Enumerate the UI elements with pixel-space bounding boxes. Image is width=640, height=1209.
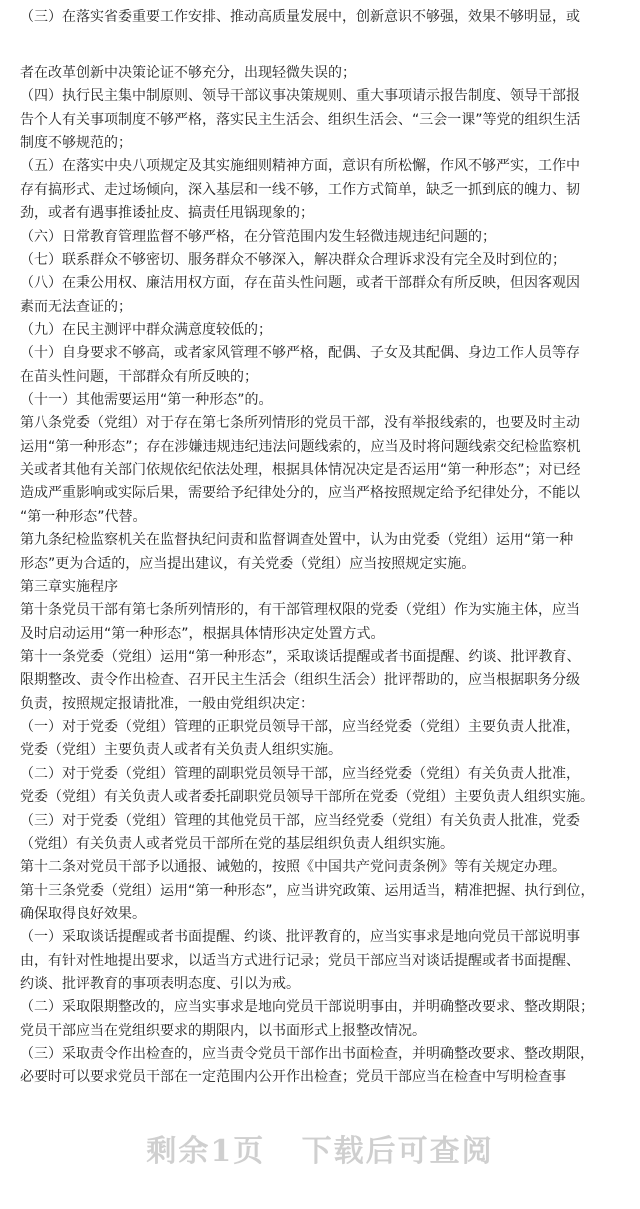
document-line: 党委（党组）主要负责人或者有关负责人组织实施。 — [20, 742, 342, 759]
document-line: （五）在落实中央八项规定及其实施细则精神方面，意识有所松懈，作风不够严实，工作中 — [20, 158, 580, 175]
document-line: （一）对于党委（党组）管理的正职党员领导干部，应当经党委（党组）主要负责人批准， — [20, 719, 580, 736]
document-line: （二）对于党委（党组）管理的副职党员领导干部，应当经党委（党组）有关负责人批准， — [20, 765, 580, 782]
document-line: 及时启动运用“第一种形态”，根据具体情形决定处置方式。 — [20, 625, 385, 642]
download-to-read-text: 下载后可查阅 — [301, 1134, 494, 1169]
document-line: 第十一条党委（党组）运用“第一种形态”，采取谈话提醒或者书面提醒、约谈、批评教育、 — [20, 649, 581, 665]
download-prompt — [0, 1126, 640, 1170]
document-line: （七）联系群众不够密切、服务群众不够深入，解决群众合理诉求没有完全及时到位的； — [20, 251, 566, 268]
document-line: 党员干部应当在党组织要求的期限内，以书面形式上报整改情况。 — [20, 1022, 426, 1039]
document-line: （二）采取限期整改的，应当实事求是地向党员干部说明事由，并明确整改要求、整改期限； — [20, 999, 594, 1016]
document-line: （十一）其他需要运用“第一种形态”的。 — [20, 392, 273, 409]
document-line: （三）在落实省委重要工作安排、推动高质量发展中，创新意识不够强，效果不够明显，或 — [20, 9, 580, 25]
document-line: 确保取得良好效果。 — [20, 905, 146, 922]
document-line: （九）在民主测评中群众满意度较低的； — [20, 321, 272, 338]
document-line: 者在改革创新中决策论证不够充分，出现轻微失误的； — [20, 65, 356, 81]
document-line: 负责，按照规定报请批准，一般由党组织决定： — [20, 695, 314, 712]
remaining-pages-text: 剩余1页 — [146, 1134, 266, 1169]
document-line: 第十二条对党员干部予以通报、诫勉的，按照《中国共产党问责条例》等有关规定办理。 — [20, 859, 566, 876]
document-line: 造成严重影响或实际后果，需要给予纪律处分的，应当严格按照规定给予纪律处分，不能以 — [20, 485, 580, 502]
document-line: 运用“第一种形态”；存在涉嫌违规违纪违法问题线索的，应当及时将问题线索交纪检监察机 — [20, 438, 581, 455]
document-line: 党委（党组）有关负责人或者委托副职党员领导干部所在党委（党组）主要负责人组织实施。 — [20, 789, 594, 806]
document-line: （六）日常教育管理监督不够严格，在分管范围内发生轻微违规违纪问题的； — [20, 228, 496, 245]
document-line: 限期整改、责令作出检查、召开民主生活会（组织生活会）批评帮助的，应当根据职务分级 — [20, 672, 580, 689]
document-line: 第九条纪检监察机关在监督执纪问责和监督调查处置中，认为由党委（党组）运用“第一种 — [20, 532, 574, 549]
document-line: 在苗头性问题，干部群众有所反映的； — [20, 368, 258, 385]
document-line: 由，有针对性地提出要求，以适当方式进行记录；党员干部应当对谈话提醒或者书面提醒、 — [20, 952, 580, 969]
document-line: 形态”更为合适的，应当提出建议，有关党委（党组）应当按照规定实施。 — [20, 555, 476, 572]
document-line: 素而无法查证的； — [20, 298, 132, 315]
document-line: （四）执行民主集中制原则、领导干部议事决策规则、重大事项请示报告制度、领导干部报 — [20, 88, 580, 105]
document-line: “第一种形态”代替。 — [20, 508, 147, 525]
document-line: 劲，或者有遇事推诿扯皮、搞责任甩锅现象的； — [20, 205, 314, 222]
document-line: 第十条党员干部有第七条所列情形的，有干部管理权限的党委（党组）作为实施主体，应当 — [20, 602, 580, 619]
document-line: （十）自身要求不够高，或者家风管理不够严格，配偶、子女及其配偶、身边工作人员等存 — [20, 345, 580, 362]
document-line: （三）采取责令作出检查的，应当责令党员干部作出书面检查，并明确整改要求、整改期限， — [20, 1046, 594, 1063]
document-line: （三）对于党委（党组）管理的其他党员干部，应当经党委（党组）有关负责人批准，党委 — [20, 812, 580, 829]
document-line: （党组）有关负责人或者党员干部所在党的基层组织负责人组织实施。 — [20, 835, 454, 852]
document-line: 制度不够规范的； — [20, 135, 132, 152]
document-line: 约谈、批评教育的事项表明态度、引以为戒。 — [20, 976, 300, 993]
document-line: （一）采取谈话提醒或者书面提醒、约谈、批评教育的，应当实事求是地向党员干部说明事 — [20, 929, 580, 946]
document-line: 第八条党委（党组）对于存在第七条所列情形的党员干部，没有举报线索的，也要及时主动 — [20, 415, 580, 432]
document-line: 必要时可以要求党员干部在一定范围内公开作出检查；党员干部应当在检查中写明检查事 — [20, 1069, 566, 1086]
document-line: 第十三条党委（党组）运用“第一种形态”，应当讲究政策、运用适当，精准把握、执行到位， — [20, 882, 595, 899]
document-line: 告个人有关事项制度不够严格，落实民主生活会、组织生活会、“三会一课”等党的组织生活 — [20, 111, 581, 128]
document-line: 存有搞形式、走过场倾向，深入基层和一线不够，工作方式简单，缺乏一抓到底的魄力、韧 — [20, 181, 580, 198]
document-line: （八）在秉公用权、廉洁用权方面，存在苗头性问题，或者干部群众有所反映，但因客观因 — [20, 275, 580, 292]
document-line: 关或者其他有关部门依规依纪依法处理，根据具体情况决定是否运用“第一种形态”；对已经 — [20, 462, 581, 479]
document-line: 第三章实施程序 — [20, 578, 118, 595]
